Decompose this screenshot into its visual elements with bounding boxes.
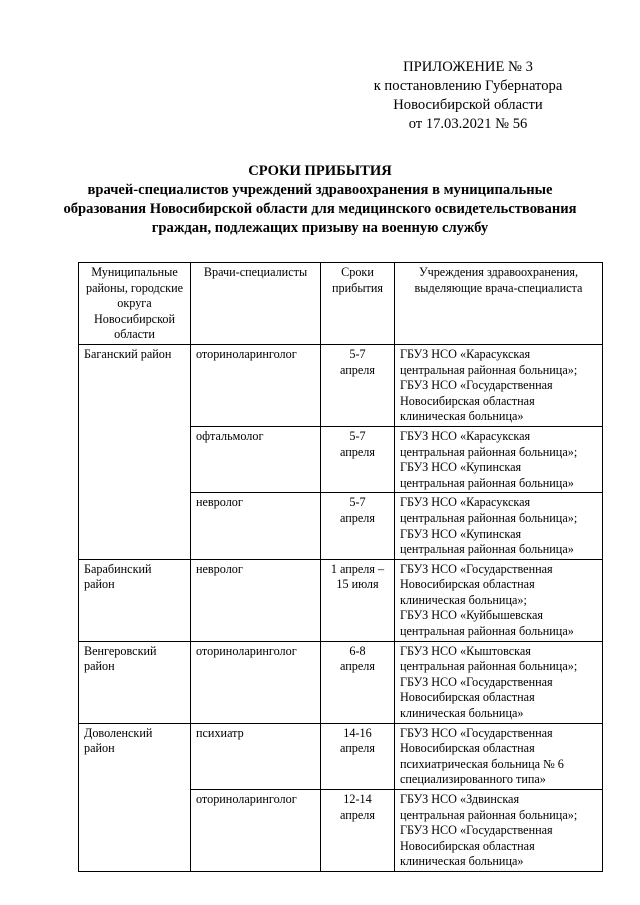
- cell-line: центральная районная больница»;: [400, 362, 578, 377]
- specialist-cell: [191, 723, 321, 789]
- title-line: граждан, подлежащих призыву на военную службу: [151, 220, 489, 236]
- cell-line: специализированного типа»: [400, 772, 546, 787]
- district-cell: [79, 641, 191, 723]
- cell-line: ГБУЗ НСО «Государственная: [400, 725, 553, 740]
- cell-line: Сроки: [341, 265, 374, 279]
- cell-line: Доволенский район: [84, 725, 153, 756]
- dates-cell: [321, 426, 395, 492]
- cell-line: Новосибирская областная: [400, 393, 535, 408]
- cell-line: ГБУЗ НСО «Карасукская: [400, 428, 531, 443]
- district-cell: [79, 344, 191, 559]
- specialist-cell: [191, 493, 321, 559]
- cell-line: клиническая больница»;: [400, 592, 527, 607]
- cell-line: 1 апреля –: [330, 561, 385, 576]
- table-row: [79, 641, 603, 723]
- cell-line: 6-8: [349, 643, 366, 658]
- cell-line: апреля: [340, 444, 375, 459]
- title-line: образования Новосибирской области для медицинского освидетельствования: [63, 201, 577, 217]
- title-line: врачей-специалистов учреждений здравоохранения в муниципальные: [87, 182, 553, 198]
- dates-cell: [321, 723, 395, 789]
- appendix-block: [358, 58, 578, 134]
- cell-line: оториноларинголог: [196, 346, 297, 361]
- schedule-table: [78, 262, 603, 872]
- cell-line: Учреждения здравоохранения,: [418, 265, 579, 279]
- cell-line: прибытия: [332, 280, 383, 295]
- cell-line: ГБУЗ НСО «Куйбышевская: [400, 608, 543, 623]
- dates-cell: [321, 790, 395, 872]
- table-row: [79, 559, 603, 641]
- cell-line: центральная районная больница»;: [400, 444, 578, 459]
- cell-line: апреля: [340, 362, 375, 377]
- cell-line: Новосибирской: [93, 311, 176, 326]
- cell-line: 15 июля: [336, 577, 379, 592]
- cell-line: клиническая больница»: [400, 854, 524, 869]
- table-row: [79, 344, 603, 426]
- specialist-cell: [191, 426, 321, 492]
- cell-line: Новосибирская областная: [400, 741, 535, 756]
- cell-line: офтальмолог: [196, 428, 264, 443]
- cell-line: Муниципальные: [91, 265, 178, 279]
- institutions-cell: [395, 559, 603, 641]
- cell-line: ГБУЗ НСО «Государственная: [400, 823, 553, 838]
- table-row: [79, 723, 603, 789]
- cell-line: ГБУЗ НСО «Здвинская: [400, 792, 520, 806]
- cell-line: центральная районная больница»: [400, 542, 574, 557]
- cell-line: ГБУЗ НСО «Купинская: [400, 526, 522, 541]
- cell-line: центральная районная больница»: [400, 475, 574, 490]
- appendix-line: ПРИЛОЖЕНИЕ № 3: [403, 59, 533, 75]
- cell-line: ГБУЗ НСО «Карасукская: [400, 495, 531, 510]
- header-dates: [321, 263, 395, 345]
- cell-line: невролог: [196, 561, 243, 576]
- table-header-row: [79, 263, 603, 345]
- district-cell: [79, 723, 191, 871]
- cell-line: ГБУЗ НСО «Кыштовская: [400, 643, 531, 658]
- cell-line: 14-16: [343, 725, 372, 740]
- appendix-line: от 17.03.2021 № 56: [408, 116, 528, 132]
- specialist-cell: [191, 559, 321, 641]
- cell-line: район: [84, 659, 115, 674]
- institutions-cell: [395, 790, 603, 872]
- title-line: СРОКИ ПРИБЫТИЯ: [248, 163, 392, 179]
- institutions-cell: [395, 723, 603, 789]
- specialist-cell: [191, 344, 321, 426]
- cell-line: ГБУЗ НСО «Купинская: [400, 460, 522, 475]
- dates-cell: [321, 641, 395, 723]
- appendix-line: Новосибирской области: [393, 97, 543, 113]
- cell-line: Барабинский район: [84, 561, 152, 592]
- dates-cell: [321, 493, 395, 559]
- cell-line: психиатр: [196, 725, 244, 740]
- cell-line: ГБУЗ НСО «Государственная: [400, 561, 553, 576]
- header-institutions: [395, 263, 603, 345]
- cell-line: психиатрическая больница № 6: [400, 756, 564, 771]
- cell-line: 12-14: [343, 792, 372, 806]
- cell-line: выделяющие врача-специалиста: [414, 280, 583, 295]
- cell-line: 5-7: [349, 495, 366, 510]
- cell-line: Баганский район: [84, 346, 172, 361]
- header-specialist: [191, 263, 321, 345]
- dates-cell: [321, 344, 395, 426]
- cell-line: 5-7: [349, 346, 366, 361]
- institutions-cell: [395, 426, 603, 492]
- cell-line: центральная районная больница»;: [400, 659, 578, 674]
- cell-line: апреля: [340, 741, 375, 756]
- specialist-cell: [191, 641, 321, 723]
- institutions-cell: [395, 493, 603, 559]
- cell-line: Новосибирская областная: [400, 690, 535, 705]
- district-cell: [79, 559, 191, 641]
- cell-line: оториноларинголог: [196, 643, 297, 658]
- header-district: [79, 263, 191, 345]
- document-title: [60, 162, 580, 238]
- cell-line: оториноларинголог: [196, 792, 297, 806]
- cell-line: районы, городские: [85, 280, 183, 295]
- cell-line: апреля: [340, 807, 375, 822]
- cell-line: невролог: [196, 495, 243, 510]
- institutions-cell: [395, 641, 603, 723]
- cell-line: ГБУЗ НСО «Государственная: [400, 674, 553, 689]
- cell-line: клиническая больница»: [400, 409, 524, 424]
- cell-line: Новосибирская областная: [400, 577, 535, 592]
- cell-line: ГБУЗ НСО «Карасукская: [400, 346, 531, 361]
- cell-line: Врачи-специалисты: [203, 265, 308, 279]
- cell-line: апреля: [340, 510, 375, 525]
- cell-line: апреля: [340, 659, 375, 674]
- cell-line: Венгеровский: [84, 643, 157, 658]
- cell-line: ГБУЗ НСО «Государственная: [400, 378, 553, 393]
- appendix-line: к постановлению Губернатора: [373, 78, 563, 94]
- cell-line: центральная районная больница»;: [400, 807, 578, 822]
- institutions-cell: [395, 344, 603, 426]
- cell-line: 5-7: [349, 428, 366, 443]
- cell-line: центральная районная больница»;: [400, 510, 578, 525]
- dates-cell: [321, 559, 395, 641]
- cell-line: Новосибирская областная: [400, 838, 535, 853]
- cell-line: центральная районная больница»: [400, 624, 574, 639]
- cell-line: клиническая больница»: [400, 706, 524, 721]
- cell-line: округа: [117, 296, 152, 311]
- cell-line: области: [114, 327, 155, 342]
- specialist-cell: [191, 790, 321, 872]
